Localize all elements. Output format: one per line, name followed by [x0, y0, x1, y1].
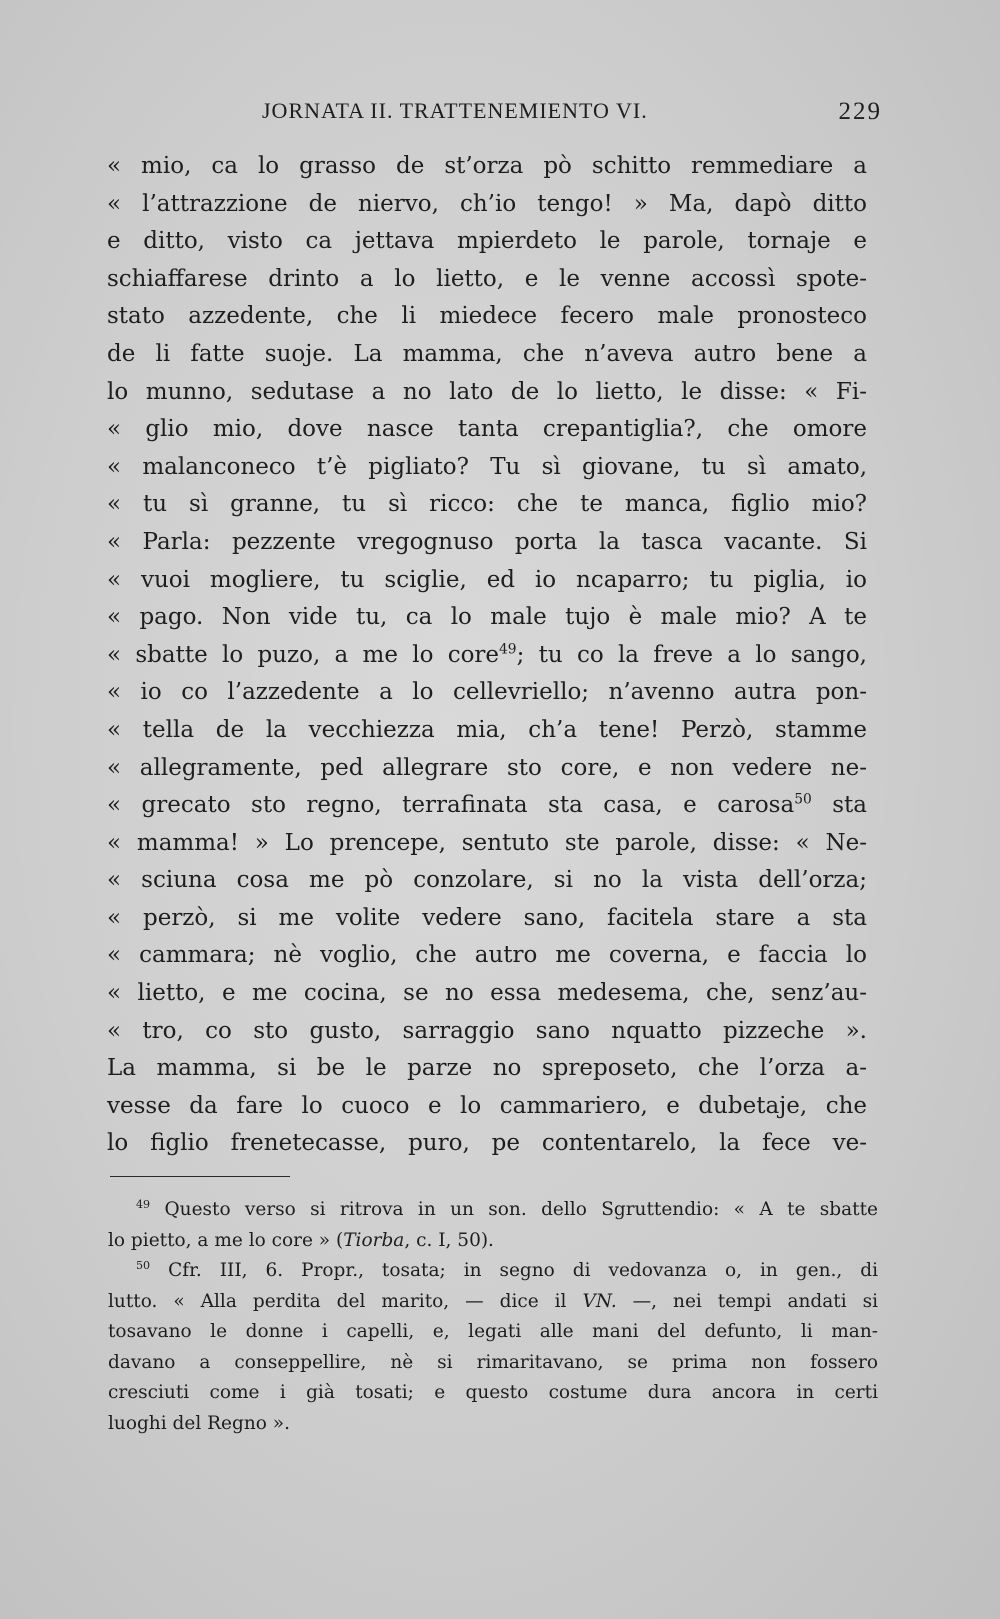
- text-line: « vuoi mogliere, tu sciglie, ed io ncaparro; tu piglia, io: [107, 566, 867, 593]
- footnote-text: —, nei tempi andati si: [616, 1290, 878, 1312]
- text-line: « io co l’azzedente a lo cellevriello; n’avenno autra pon-: [107, 679, 867, 706]
- footnote-49-line: [108, 1226, 878, 1257]
- footnote-ref-50: 50: [794, 791, 812, 808]
- footnote-50-line: [108, 1287, 878, 1318]
- text-line: stato azzedente, che li miedece fecero male pronosteco: [107, 303, 867, 330]
- footnote-number: 49: [136, 1197, 151, 1211]
- text-line: « Parla: pezzente vregognuso porta la tasca vacante. Si: [107, 528, 867, 555]
- text-line: lo figlio frenetecasse, puro, pe contentarelo, la fece ve-: [107, 1130, 867, 1157]
- footnote-ref-49: 49: [499, 641, 517, 658]
- page-header: [262, 98, 882, 128]
- text-line: « allegramente, ped allegrare sto core, e non vedere ne-: [107, 754, 867, 781]
- footnote-text: Cfr. III, 6. Propr., tosata; in segno di vedovanza o, in gen., di: [168, 1260, 878, 1281]
- footnote-49-line: [108, 1195, 878, 1226]
- footnote-50-line: davano a conseppellire, nè si rimaritavano, se prima non fossero: [108, 1351, 878, 1373]
- footnote-number: 50: [136, 1258, 151, 1272]
- footnote-50-line: tosavano le donne i capelli, e, legati alle mani del defunto, li man-: [108, 1321, 878, 1342]
- text-line: La mamma, si be le parze no spreposeto, che l’orza a-: [107, 1055, 867, 1082]
- text-line: « glio mio, dove nasce tanta crepantiglia?, che omore: [107, 416, 867, 443]
- text-segment: « grecato sto regno, terrafinata sta casa, e carosa: [107, 792, 795, 819]
- footnote-text: lo pietto, a me lo core » (: [108, 1229, 344, 1251]
- page-number: 229: [838, 98, 882, 125]
- footnote-50-line: [108, 1256, 878, 1287]
- text-line: de li fatte suoje. La mamma, che n’aveva autro bene a: [107, 340, 867, 367]
- footnote-separator: [110, 1176, 290, 1177]
- text-line: « tro, co sto gusto, sarraggio sano nquatto pizzeche ».: [107, 1017, 867, 1044]
- main-text: [107, 148, 867, 1163]
- text-line: « malanconeco t’è pigliato? Tu sì giovane, tu sì amato,: [107, 453, 867, 480]
- footnote-text: Questo verso si ritrova in un son. dello Sgruttendio: « A te sbatte: [164, 1199, 878, 1220]
- text-segment: « sbatte lo puzo, a me lo core: [107, 641, 500, 668]
- text-line: vesse da fare lo cuoco e lo cammariero, e dubetaje, che: [107, 1092, 867, 1119]
- running-title: JORNATA II. TRATTENEMIENTO VI.: [262, 98, 648, 123]
- text-line: « pago. Non vide tu, ca lo male tujo è male mio? A te: [107, 604, 867, 631]
- footnote-italic: Tiorba: [343, 1229, 405, 1251]
- footnotes: [108, 1195, 878, 1439]
- text-segment: sta: [811, 792, 867, 819]
- text-line: « sciuna cosa me pò conzolare, si no la vista dell’orza;: [107, 867, 867, 894]
- text-line-with-footnote-ref: [107, 787, 867, 825]
- footnote-italic: VN.: [582, 1290, 617, 1312]
- text-line: « l’attrazzione de niervo, ch’io tengo! » Ma, dapò ditto: [107, 190, 867, 217]
- footnote-50-line: luoghi del Regno ».: [108, 1412, 290, 1434]
- text-line: « tella de la vecchiezza mia, ch’a tene! Perzò, stamme: [107, 716, 867, 743]
- text-line-with-footnote-ref: [107, 637, 867, 675]
- text-line: « lietto, e me cocina, se no essa medesema, che, senz’au-: [107, 980, 867, 1007]
- footnote-text: , c. I, 50).: [404, 1229, 494, 1251]
- text-line: « cammara; nè voglio, che autro me coverna, e faccia lo: [107, 942, 867, 969]
- text-line: lo munno, sedutase a no lato de lo lietto, le disse: « Fi-: [107, 378, 867, 405]
- text-line: « mamma! » Lo prencepe, sentuto ste parole, disse: « Ne-: [107, 829, 867, 856]
- footnote-text: lutto. « Alla perdita del marito, — dice il: [108, 1290, 583, 1312]
- footnote-50-line: cresciuti come i già tosati; e questo costume dura ancora in certi: [108, 1382, 878, 1403]
- text-segment: ; tu co la freve a lo sango,: [516, 641, 867, 668]
- text-line: « perzò, si me volite vedere sano, facitela stare a sta: [107, 904, 867, 931]
- text-line: « mio, ca lo grasso de st’orza pò schitto remmediare a: [107, 153, 867, 179]
- text-line: schiaffarese drinto a lo lietto, e le venne accossì spote-: [107, 265, 867, 292]
- text-line: « tu sì granne, tu sì ricco: che te manca, figlio mio?: [107, 491, 867, 518]
- text-line: e ditto, visto ca jettava mpierdeto le parole, tornaje e: [107, 228, 867, 255]
